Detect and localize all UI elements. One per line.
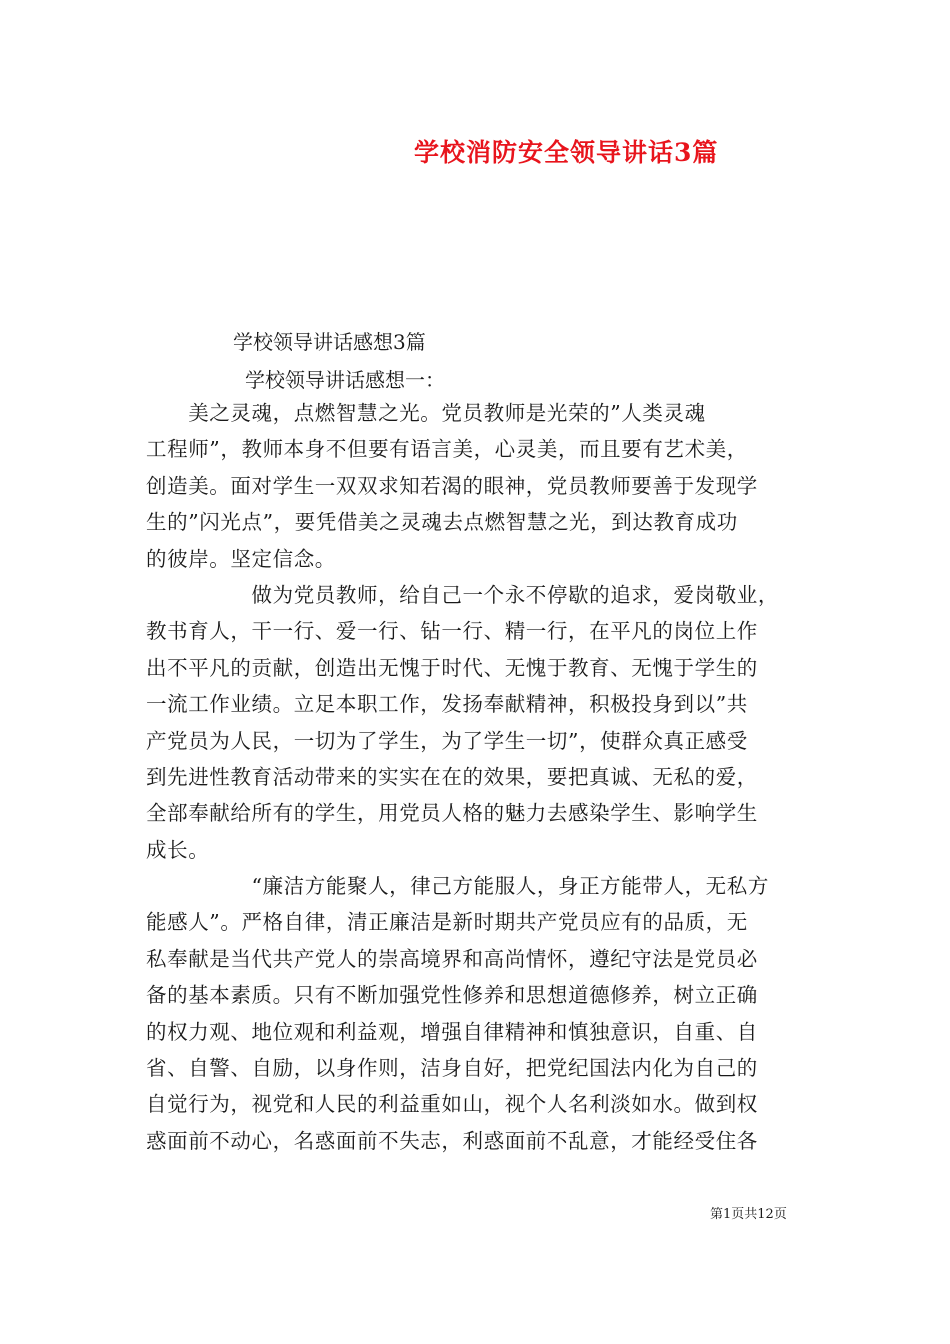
- body-line: 美之灵魂，点燃智慧之光。党员教师是光荣的”人类灵魂: [146, 401, 706, 425]
- document-subtitle: 学校领导讲话感想3篇: [233, 330, 426, 354]
- body-line: 备的基本素质。只有不断加强党性修养和思想道德修养，树立正确: [146, 983, 758, 1008]
- body-line: 成长。: [146, 837, 210, 862]
- document-title: 学校消防安全领导讲话3篇: [414, 138, 719, 167]
- body-line: “廉洁方能聚人，律己方能服人，身正方能带人，无私方: [146, 874, 769, 899]
- section-heading: 学校领导讲话感想一：: [245, 368, 445, 392]
- body-line: 产党员为人民，一切为了学生，为了学生一切”，使群众真正感受: [146, 728, 748, 753]
- body-line: 省、自警、自励，以身作则，洁身自好，把党纪国法内化为自己的: [146, 1056, 758, 1081]
- body-line: 教书育人，干一行、爱一行、钻一行、精一行，在平凡的岗位上作: [146, 619, 758, 644]
- body-line: 惑面前不动心，名惑面前不失志，利惑面前不乱意，才能经受住各: [146, 1128, 758, 1153]
- page-footer: 第1页共12页: [710, 1207, 787, 1222]
- body-line: 的权力观、地位观和利益观，增强自律精神和慎独意识，自重、自: [146, 1019, 758, 1044]
- body-line: 出不平凡的贡献，创造出无愧于时代、无愧于教育、无愧于学生的: [146, 655, 758, 680]
- body-line: 做为党员教师，给自己一个永不停歇的追求，爱岗敬业，: [146, 582, 779, 607]
- body-line: 自觉行为，视党和人民的利益重如山，视个人名利淡如水。做到权: [146, 1092, 758, 1117]
- body-line: 能感人”。严格自律，清正廉洁是新时期共产党员应有的品质，无: [146, 910, 748, 935]
- body-text: [146, 395, 806, 1159]
- body-line: 到先进性教育活动带来的实实在在的效果，要把真诚、无私的爱，: [146, 764, 758, 789]
- body-line: 工程师”，教师本身不但要有语言美，心灵美，而且要有艺术美，: [146, 437, 748, 462]
- body-line: 的彼岸。坚定信念。: [146, 546, 336, 571]
- body-line: 私奉献是当代共产党人的崇高境界和高尚情怀，遵纪守法是党员必: [146, 946, 758, 971]
- body-line: 一流工作业绩。立足本职工作，发扬奉献精神，积极投身到以”共: [146, 692, 748, 717]
- body-line: 创造美。面对学生一双双求知若渴的眼神，党员教师要善于发现学: [146, 473, 758, 498]
- body-line: 生的”闪光点”，要凭借美之灵魂去点燃智慧之光，到达教育成功: [146, 510, 738, 535]
- body-line: 全部奉献给所有的学生，用党员人格的魅力去感染学生、影响学生: [146, 801, 758, 826]
